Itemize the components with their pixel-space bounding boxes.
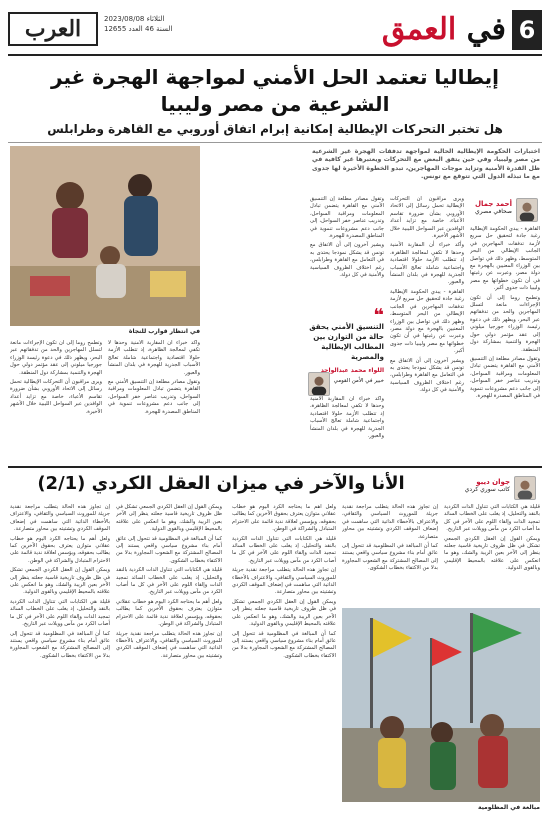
paragraph: قليلة هي الكتابات التي تتناول الذات الكردية بالنقد والتحليل، إذ يغلب على الخطاب السائد تمجيد الذات وإلقاء اللوم على الآخر في كل ما أصاب الكرد من مآس وويلات عبر التاريخ.	[116, 567, 222, 596]
newspaper-logo: العرب	[8, 12, 98, 46]
paragraph: إن تجاوز هذه الحالة يتطلب مراجعة نقدية جريئة للموروث السياسي والثقافي، والاعتراف بالأخطاء الذاتية التي ساهمت في إضعاف الموقف الكردي وتشتيته بين محاور متصارعة.	[232, 567, 336, 596]
article2-headline: الأنا والآخر في ميزان العقل الكردي (2/1)	[37, 473, 405, 494]
paragraph: كما أن المبالغة في المظلومية قد تتحول إلى عائق أمام بناء مشروع سياسي واقعي يستند إلى المصالح المشتركة مع الشعوب المجاورة بدلا من الاكتفاء بخطاب الشكوى.	[342, 543, 438, 572]
article2-caption: مبالغة في المظلومية	[477, 804, 540, 811]
article1-subhead: هل تختبر التحركات الإيطالية إمكانية إبرام اتفاق أوروبي مع القاهرة وطرابلس	[47, 122, 503, 136]
paragraph: ولعل أهم ما يحتاجه الكرد اليوم هو خطاب عقلاني متوازن يعترف بحقوق الآخرين كما يطالب بحقوقه، ويؤسس لعلاقة ندية قائمة على الاحترام المتبادل والشراكة في الوطن.	[232, 504, 336, 533]
paragraph: ويشير آخرون إلى أن الاتفاق مع تونس قد يشكل نموذجا يحتذى به في التعامل مع القاهرة وطرابلس، رغم اختلاف الظروف السياسية والأمنية في كل دولة.	[310, 242, 384, 279]
issue-date: الثلاثاء 2023/08/08	[104, 15, 165, 23]
article1-column-1	[470, 226, 540, 462]
paragraph: القاهرة - يبدي الحكومة الإيطالية رغبة جادة لتحقيق حل سريع لأزمة تدفقات المهاجرين في الجانب الإيطالي من البحر المتوسط، وظهر ذلك في تواصل بين الوزراء المعنيين بالهجرة مع دولة مصر، وعبرت عن رغبتها في أن تكون خطواتها مع مصر وليبيا ذات جدوى أكبر.	[390, 288, 464, 355]
paragraph: وتقول مصادر مطلعة إن التنسيق الأمني مع القاهرة يتضمن تبادل المعلومات ومراقبة السواحل، وتدريب عناصر خفر السواحل، إلى جانب دعم مشروعات تنموية في المناطق المصدرة للهجرة.	[470, 355, 540, 399]
article1-photo	[10, 146, 200, 326]
article1-headline: إيطاليا تعتمد الحل الأمني لمواجهة الهجرة غير الشرعية من مصر وليبيا	[51, 65, 499, 116]
quote-author: اللواء محمد عبدالواحد	[320, 367, 384, 374]
paragraph: ولعل أهم ما يحتاجه الكرد اليوم هو خطاب عقلاني متوازن يعترف بحقوق الآخرين كما يطالب بحقوقه، ويؤسس لعلاقة ندية قائمة على الاحترام المتبادل والشراكة في الوطن.	[116, 598, 222, 628]
article1-caption: في انتظار قوارب للنجاة	[128, 328, 200, 335]
article1-column-2	[390, 196, 464, 462]
article2-column-1	[444, 504, 540, 604]
section-main: في	[466, 12, 506, 47]
paragraph: وأكد خبراء أن المقاربة الأمنية وحدها لا تكفي لمعالجة الظاهرة، إذ تتطلب الأزمة حلولا اقتصادية واجتماعية شاملة تعالج الأسباب الجذرية للهجرة في بلدان المنشأ والعبور.	[390, 242, 464, 286]
pull-quote	[308, 305, 384, 386]
issue-number: السنة 46 العدد 12655	[104, 25, 173, 33]
paragraph: قليلة هي الكتابات التي تتناول الذات الكردية بالنقد والتحليل، إذ يغلب على الخطاب السائد تمجيد الذات وإلقاء اللوم على الآخر في كل ما أصاب الكرد من مآس وويلات عبر التاريخ.	[10, 598, 110, 628]
paragraph: القاهرة - يبدي الحكومة الإيطالية رغبة جادة لتحقيق حل سريع لأزمة تدفقات المهاجرين في الجانب الإيطالي من البحر المتوسط، وظهر ذلك في تواصل بين الوزراء المعنيين بالهجرة مع دولة مصر، وعبرت عن رغبتها في أن تكون خطواتها مع مصر وليبيا ذات جدوى أكبر.	[470, 226, 540, 292]
article1-column-3b	[310, 396, 384, 462]
paragraph: ويمكن القول إن العقل الكردي الجمعي تشكل في ظل ظروف تاريخية قاسية جعلته ينظر إلى الآخر بعين الريبة والشك، وهو ما انعكس على علاقته بالمحيط الإقليمي وبالقوى الدولية.	[116, 504, 222, 533]
paragraph: ويرى مراقبون أن التحركات الإيطالية تحمل رسائل إلى الاتحاد الأوروبي بشأن ضرورة تقاسم الأعباء، خاصة مع تزايد أعداد الوافدين عبر السواحل الليبية خلال الأشهر الأخيرة.	[390, 196, 464, 240]
paragraph: كما أن المبالغة في المظلومية قد تتحول إلى عائق أمام بناء مشروع سياسي واقعي يستند إلى المصالح المشتركة مع الشعوب المجاورة بدلا من الاكتفاء بخطاب الشكوى.	[116, 535, 222, 564]
paragraph: قليلة هي الكتابات التي تتناول الذات الكردية بالنقد والتحليل، إذ يغلب على الخطاب السائد تمجيد الذات وإلقاء اللوم على الآخر في كل ما أصاب الكرد من مآس وويلات عبر التاريخ.	[232, 535, 336, 564]
article2-column-2	[342, 504, 438, 604]
paragraph: إن تجاوز هذه الحالة يتطلب مراجعة نقدية جريئة للموروث السياسي والثقافي، والاعتراف بالأخطاء الذاتية التي ساهمت في إضعاف الموقف الكردي وتشتيته بين محاور متصارعة.	[10, 504, 110, 533]
paragraph: ويمكن القول إن العقل الكردي الجمعي تشكل في ظل ظروف تاريخية قاسية جعلته ينظر إلى الآخر بعين الريبة والشك، وهو ما انعكس على علاقته بالمحيط الإقليمي وبالقوى الدولية.	[444, 535, 540, 572]
author-role: كاتب سوري كردي	[464, 486, 510, 493]
paragraph: وتقول مصادر مطلعة إن التنسيق الأمني مع القاهرة يتضمن تبادل المعلومات ومراقبة السواحل، وتدريب عناصر خفر السواحل، إلى جانب دعم مشروعات تنموية في المناطق المصدرة للهجرة.	[310, 196, 384, 240]
article2-author	[465, 478, 510, 493]
paragraph: ويرى مراقبون أن التحركات الإيطالية تحمل رسائل إلى الاتحاد الأوروبي بشأن ضرورة تقاسم الأعباء، خاصة مع تزايد أعداد الوافدين عبر السواحل الليبية خلال الأشهر الأخيرة.	[10, 379, 102, 415]
paragraph: ويمكن القول إن العقل الكردي الجمعي تشكل في ظل ظروف تاريخية قاسية جعلته ينظر إلى الآخر بعين الريبة والشك، وهو ما انعكس على علاقته بالمحيط الإقليمي وبالقوى الدولية.	[10, 567, 110, 596]
quote-author-role: خبير في الأمن القومي	[333, 378, 384, 384]
paragraph: وتطمح روما إلى أن تكون الإجراءات مانعة لتسلل المهاجرين والحد من تدفقاتهم عبر البحر، ويظهر ذلك في دعوة رئيسة الوزراء جورجيا ميلوني إلى عقد مؤتمر دولي حول الهجرة والتنمية بمشاركة دول المنطقة.	[10, 340, 102, 376]
author-name: أحمد جمال	[474, 200, 512, 208]
paragraph: ولعل أهم ما يحتاجه الكرد اليوم هو خطاب عقلاني متوازن يعترف بحقوق الآخرين كما يطالب بحقوقه، ويؤسس لعلاقة ندية قائمة على الاحترام المتبادل والشراكة في الوطن.	[10, 535, 110, 564]
article1-author	[475, 200, 512, 215]
section-title	[382, 8, 506, 52]
article1-column-3	[310, 196, 384, 306]
article1-column-4	[108, 340, 200, 462]
quote-mark-icon: ❝	[373, 305, 384, 326]
paragraph: إن تجاوز هذه الحالة يتطلب مراجعة نقدية جريئة للموروث السياسي والثقافي، والاعتراف بالأخطاء الذاتية التي ساهمت في إضعاف الموقف الكردي وتشتيته بين محاور متصارعة.	[342, 504, 438, 540]
issue-info	[104, 14, 172, 34]
paragraph: ويشير آخرون إلى أن الاتفاق مع تونس قد يشكل نموذجا يحتذى به في التعامل مع القاهرة وطرابلس، رغم اختلاف الظروف السياسية والأمنية في كل دولة.	[390, 357, 464, 394]
quote-text: التنسيق الأمني يحقق حالة من التوازن بين المطالب الإيطالية والمصرية	[309, 322, 384, 361]
article2-column-5	[10, 504, 110, 810]
person-icon	[517, 199, 537, 221]
article1-column-5	[10, 340, 102, 462]
article2-column-4	[116, 504, 222, 810]
paragraph: كما أن المبالغة في المظلومية قد تتحول إلى عائق أمام بناء مشروع سياسي واقعي يستند إلى المصالح المشتركة مع الشعوب المجاورة بدلا من الاكتفاء بخطاب الشكوى.	[232, 630, 336, 659]
article2-photo	[342, 608, 540, 802]
paragraph: قليلة هي الكتابات التي تتناول الذات الكردية بالنقد والتحليل، إذ يغلب على الخطاب السائد تمجيد الذات وإلقاء اللوم على الآخر في كل ما أصاب الكرد من مآس وويلات عبر التاريخ.	[444, 504, 540, 533]
article1-lead: اختبارات الحكومة الإيطالية الحالية لمواجهة تدفقات الهجرة غير الشرعية من مصر وليبيا، وفي حين يتفق البعض مع التحركات ويعتبرها غير كافية في ظل القدرة الأمنية وتزايد موجات المهاجرين، تبدو الخطوة الأخيرة لها جدوى مع ما تبذله الدول التي تتوقع مع تونس.	[312, 148, 540, 181]
paragraph: وتقول مصادر مطلعة إن التنسيق الأمني مع القاهرة يتضمن تبادل المعلومات ومراقبة السواحل، وتدريب عناصر خفر السواحل، إلى جانب دعم مشروعات تنموية في المناطق المصدرة للهجرة.	[108, 379, 200, 415]
article2-column-3	[232, 504, 336, 810]
paragraph: وأكد خبراء أن المقاربة الأمنية وحدها لا تكفي لمعالجة الظاهرة، إذ تتطلب الأزمة حلولا اقتصادية واجتماعية شاملة تعالج الأسباب الجذرية للهجرة في بلدان المنشأ والعبور.	[108, 340, 200, 376]
author-role: صحافي مصري	[475, 208, 512, 215]
section-accent: العمق	[381, 12, 457, 47]
paragraph: وتطمح روما إلى أن تكون الإجراءات مانعة لتسلل المهاجرين والحد من تدفقاتهم عبر البحر، ويظهر ذلك في دعوة رئيسة الوزراء جورجيا ميلوني إلى عقد مؤتمر دولي حول الهجرة والتنمية بمشاركة دول المنطقة.	[470, 294, 540, 353]
author-avatar	[516, 198, 538, 222]
section-divider	[8, 466, 542, 468]
person-icon	[515, 477, 535, 499]
author-name: جوان ديبو	[476, 478, 510, 486]
paragraph: وأكد خبراء أن المقاربة الأمنية وحدها لا تكفي لمعالجة الظاهرة، إذ تتطلب الأزمة حلولا اقتصادية واجتماعية شاملة تعالج الأسباب الجذرية للهجرة في بلدان المنشأ والعبور.	[310, 396, 384, 440]
paragraph: كما أن المبالغة في المظلومية قد تتحول إلى عائق أمام بناء مشروع سياسي واقعي يستند إلى المصالح المشتركة مع الشعوب المجاورة بدلا من الاكتفاء بخطاب الشكوى.	[10, 630, 110, 659]
divider	[8, 142, 542, 143]
paragraph: إن تجاوز هذه الحالة يتطلب مراجعة نقدية جريئة للموروث السياسي والثقافي، والاعتراف بالأخطاء الذاتية التي ساهمت في إضعاف الموقف الكردي وتشتيته بين محاور متصارعة.	[116, 630, 222, 659]
paragraph: ويمكن القول إن العقل الكردي الجمعي تشكل في ظل ظروف تاريخية قاسية جعلته ينظر إلى الآخر بعين الريبة والشك، وهو ما انعكس على علاقته بالمحيط الإقليمي وبالقوى الدولية.	[232, 598, 336, 628]
masthead	[8, 8, 542, 56]
article2-author-avatar	[514, 476, 536, 500]
page-number: 6	[512, 10, 542, 50]
